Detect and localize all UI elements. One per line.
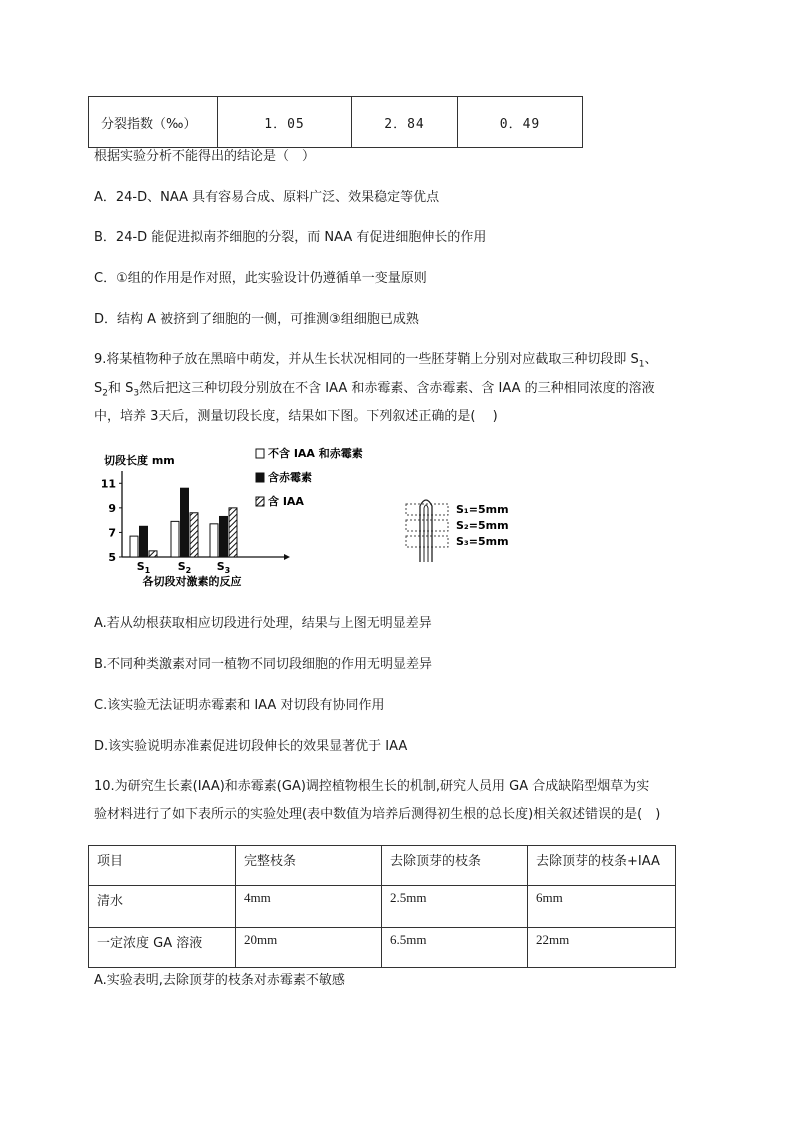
table-cell: 2.5mm: [382, 886, 528, 928]
option-d: D．结构 A 被挤到了细胞的一侧，可推测③组细胞已成熟: [94, 312, 419, 327]
root-length-table: [88, 845, 676, 968]
x-tick-subscript: 3: [224, 566, 231, 575]
bars: [130, 488, 237, 575]
question-9-line-2: [94, 380, 655, 403]
y-tick-label: 9: [108, 501, 116, 515]
y-tick-label: 7: [108, 526, 116, 540]
segment-label-s1: S₁=5mm: [456, 503, 509, 516]
bar: [140, 526, 148, 557]
bar: [220, 516, 228, 557]
legend-label: 含 IAA: [268, 495, 304, 508]
bar: [171, 521, 179, 557]
bar: [130, 536, 138, 557]
text: 、: [644, 352, 658, 367]
option-b: B．24-D 能促进拟南芥细胞的分裂，而 NAA 有促进细胞伸长的作用: [94, 230, 487, 245]
bar: [149, 551, 157, 557]
legend-swatch: [256, 497, 264, 506]
subscript: 3: [133, 388, 140, 399]
table-cell: 4mm: [236, 886, 382, 928]
subscript: 2: [102, 388, 108, 399]
x-tick-label: $S_3$: [216, 560, 231, 575]
subscript: 1: [638, 359, 645, 370]
column-header: 项目: [89, 846, 236, 886]
segment-boxes: [406, 504, 448, 547]
row-label: 清水: [89, 886, 236, 928]
bar: [210, 524, 218, 557]
text: 然后把这三种切段分别放在不含 IAA 和赤霉素、含赤霉素、含 IAA 的三种相同浓度的溶液: [139, 381, 655, 396]
question-9-line-1: [94, 351, 658, 374]
bar-chart: [96, 445, 396, 595]
option-d: D.该实验说明赤准素促进切段伸长的效果显著优于 IAA: [94, 739, 408, 754]
row-label: 一定浓度 GA 溶液: [89, 928, 236, 968]
legend-label: 含赤霉素: [268, 471, 312, 484]
table-cell: 2．84: [352, 97, 458, 148]
table-cell: 22mm: [528, 928, 676, 968]
bar: [229, 508, 237, 557]
legend-swatch: [256, 449, 264, 458]
table-header-row: [89, 846, 676, 886]
bar: [181, 488, 189, 557]
row-label: 分裂指数（‰）: [89, 97, 218, 148]
legend-swatch: [256, 473, 264, 482]
table-row: [89, 928, 676, 968]
table-cell: 20mm: [236, 928, 382, 968]
option-a: A.实验表明,去除顶芽的枝条对赤霉素不敏感: [94, 973, 345, 988]
segment-box: [406, 520, 448, 531]
option-b: B.不同种类激素对同一植物不同切段细胞的作用无明显差异: [94, 657, 433, 672]
column-header: 去除顶芽的枝条+IAA: [528, 846, 676, 886]
question-10-line-1: 10.为研究生长素(IAA)和赤霉素(GA)调控植物根生长的机制,研究人员用 GA 合成缺陷型烟草为实: [94, 779, 650, 794]
question-10-line-2: 验材料进行了如下表所示的实验处理(表中数值为培养后测得初生根的总长度)相关叙述错误的是( ): [94, 807, 661, 822]
bar: [190, 513, 198, 557]
question-stem: 根据实验分析不能得出的结论是（ ）: [94, 149, 316, 164]
segment-label-s2: S₂=5mm: [456, 519, 509, 532]
y-tick-label: 5: [108, 551, 116, 564]
legend: [256, 446, 363, 508]
x-tick-label: $S_1$: [136, 560, 151, 575]
option-a: A.若从幼根获取相应切段进行处理，结果与上图无明显差异: [94, 616, 432, 631]
table-cell: 0．49: [458, 97, 583, 148]
x-axis-arrow: [284, 554, 290, 560]
x-tick-label: $S_2$: [177, 560, 192, 575]
text: S: [94, 381, 103, 396]
option-c: C.该实验无法证明赤霉素和 IAA 对切段有协同作用: [94, 698, 385, 713]
x-axis-label: 各切段对激素的反应: [142, 575, 242, 588]
option-a: A．24-D、NAA 具有容易合成、原料广泛、效果稳定等优点: [94, 190, 440, 205]
table-cell: 6.5mm: [382, 928, 528, 968]
table-row: [89, 97, 583, 148]
y-axis-label: 切段长度 mm: [104, 454, 175, 467]
table-cell: 1．05: [218, 97, 352, 148]
table-row: [89, 886, 676, 928]
segment-label-s3: S₃=5mm: [456, 535, 509, 548]
question-9-line-3: 中，培养 3天后，测量切段长度，结果如下图。下列叙述正确的是( ): [94, 409, 498, 424]
segment-diagram: [400, 492, 520, 572]
division-index-table: [88, 96, 583, 148]
coleoptile-inner: [424, 505, 428, 562]
text: 和 S: [108, 381, 134, 396]
legend-label: 不含 IAA 和赤霉素: [268, 447, 363, 460]
text: 9.将某植物种子放在黑暗中萌发，并从生长状况相同的一些胚芽鞘上分别对应截取三种切段即 S: [94, 352, 639, 367]
segment-box: [406, 536, 448, 547]
x-tick-subscript: 1: [144, 566, 151, 575]
column-header: 完整枝条: [236, 846, 382, 886]
table-cell: 6mm: [528, 886, 676, 928]
coleoptile-outline: [420, 500, 432, 562]
option-c: C．①组的作用是作对照，此实验设计仍遵循单一变量原则: [94, 271, 427, 286]
column-header: 去除顶芽的枝条: [382, 846, 528, 886]
y-tick-label: 11: [100, 477, 116, 491]
x-tick-subscript: 2: [185, 566, 192, 575]
